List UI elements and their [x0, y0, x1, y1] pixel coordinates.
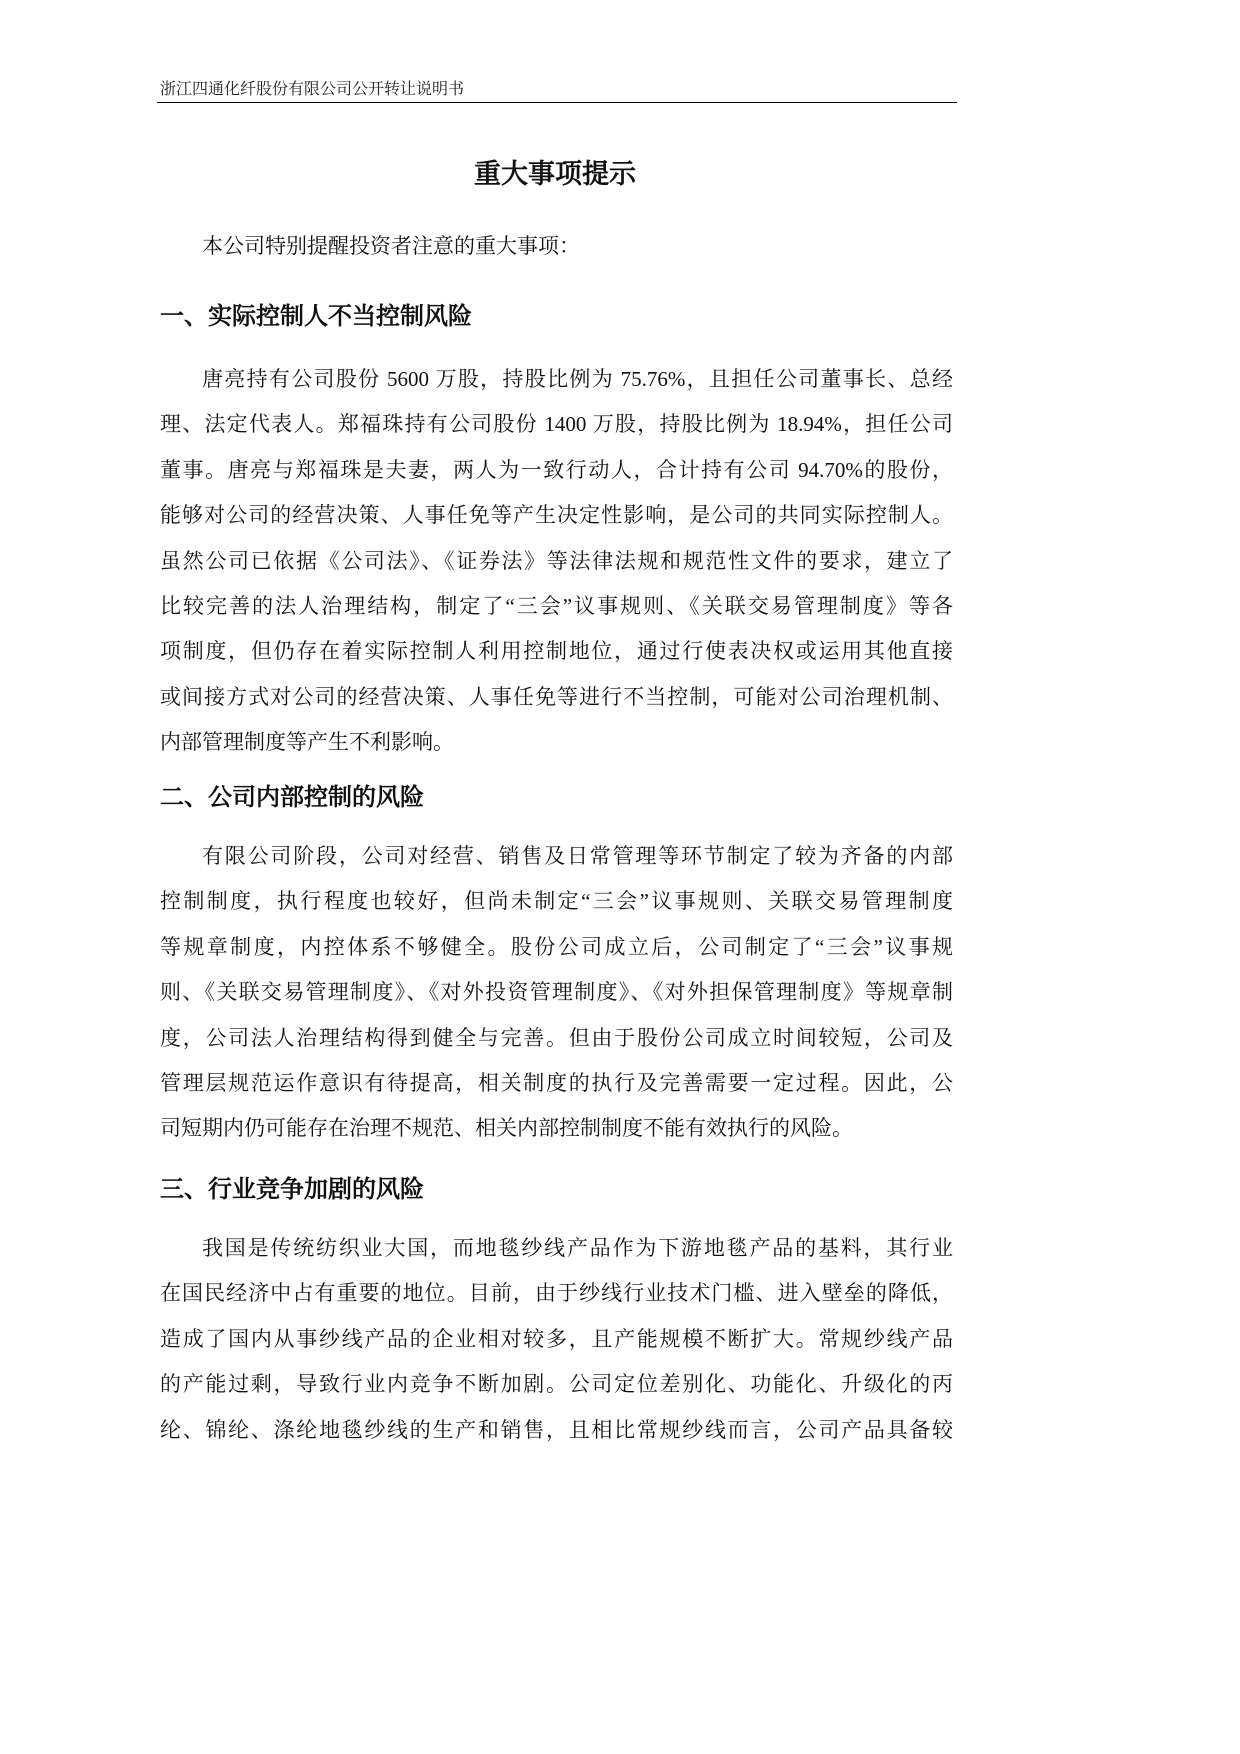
paragraph-line: 理、法定代表人。郑福珠持有公司股份 1400 万股，持股比例为 18.94%，担任公司: [160, 412, 953, 437]
header-divider: [157, 102, 957, 103]
paragraph-line: 能够对公司的经营决策、人事任免等产生决定性影响，是公司的共同实际控制人。: [160, 503, 953, 528]
paragraph-line: 度，公司法人治理结构得到健全与完善。但由于股份公司成立时间较短，公司及: [160, 1025, 953, 1050]
section-heading-2: 二、公司内部控制的风险: [160, 785, 424, 811]
paragraph-line: 内部管理制度等产生不利影响。: [160, 730, 454, 755]
paragraph-line: 项制度，但仍存在着实际控制人利用控制地位，通过行使表决权或运用其他直接: [160, 639, 953, 664]
paragraph-line: 董事。唐亮与郑福珠是夫妻，两人为一致行动人，合计持有公司 94.70%的股份，: [160, 457, 953, 482]
paragraph-line: 控制制度，执行程度也较好，但尚未制定“三会”议事规则、关联交易管理制度: [160, 889, 953, 914]
paragraph-line: 纶、锦纶、涤纶地毯纱线的生产和销售，且相比常规纱线而言，公司产品具备较: [160, 1417, 953, 1442]
paragraph-line: 或间接方式对公司的经营决策、人事任免等进行不当控制，可能对公司治理机制、: [160, 684, 953, 709]
paragraph-line: 唐亮持有公司股份 5600 万股，持股比例为 75.76%，且担任公司董事长、总经: [202, 367, 953, 391]
paragraph-line: 造成了国内从事纱线产品的企业相对较多，且产能规模不断扩大。常规纱线产品: [160, 1326, 953, 1351]
section-heading-3: 三、行业竞争加剧的风险: [160, 1177, 424, 1203]
paragraph-line: 虽然公司已依据《公司法》、《证券法》等法律法规和规范性文件的要求，建立了: [160, 548, 953, 573]
paragraph-line: 在国民经济中占有重要的地位。目前，由于纱线行业技术门槛、进入壁垒的降低，: [160, 1281, 953, 1306]
running-header: 浙江四通化纤股份有限公司公开转让说明书: [160, 81, 465, 98]
paragraph-line: 则、《关联交易管理制度》、《对外投资管理制度》、《对外担保管理制度》等规章制: [160, 980, 953, 1005]
paragraph-line: 管理层规范运作意识有待提高，相关制度的执行及完善需要一定过程。因此，公: [160, 1070, 953, 1095]
section-paragraph-2: [160, 834, 953, 1152]
paragraph-line: 我国是传统纺织业大国，而地毯纱线产品作为下游地毯产品的基料，其行业: [202, 1236, 953, 1260]
section-paragraph-3: [160, 1226, 953, 1453]
paragraph-line: 等规章制度，内控体系不够健全。股份公司成立后，公司制定了“三会”议事规: [160, 934, 953, 959]
paragraph-line: 司短期内仍可能存在治理不规范、相关内部控制制度不能有效执行的风险。: [160, 1116, 853, 1141]
intro-text: 本公司特别提醒投资者注意的重大事项：: [202, 234, 580, 258]
paragraph-line: 有限公司阶段，公司对经营、销售及日常管理等环节制定了较为齐备的内部: [202, 844, 953, 868]
section-heading-1: 一、实际控制人不当控制风险: [160, 304, 472, 330]
paragraph-line: 的产能过剩，导致行业内竞争不断加剧。公司定位差别化、功能化、升级化的丙: [160, 1372, 953, 1397]
page-title: 重大事项提示: [474, 159, 636, 189]
paragraph-line: 比较完善的法人治理结构，制定了“三会”议事规则、《关联交易管理制度》等各: [160, 593, 953, 618]
section-paragraph-1: [160, 357, 953, 766]
